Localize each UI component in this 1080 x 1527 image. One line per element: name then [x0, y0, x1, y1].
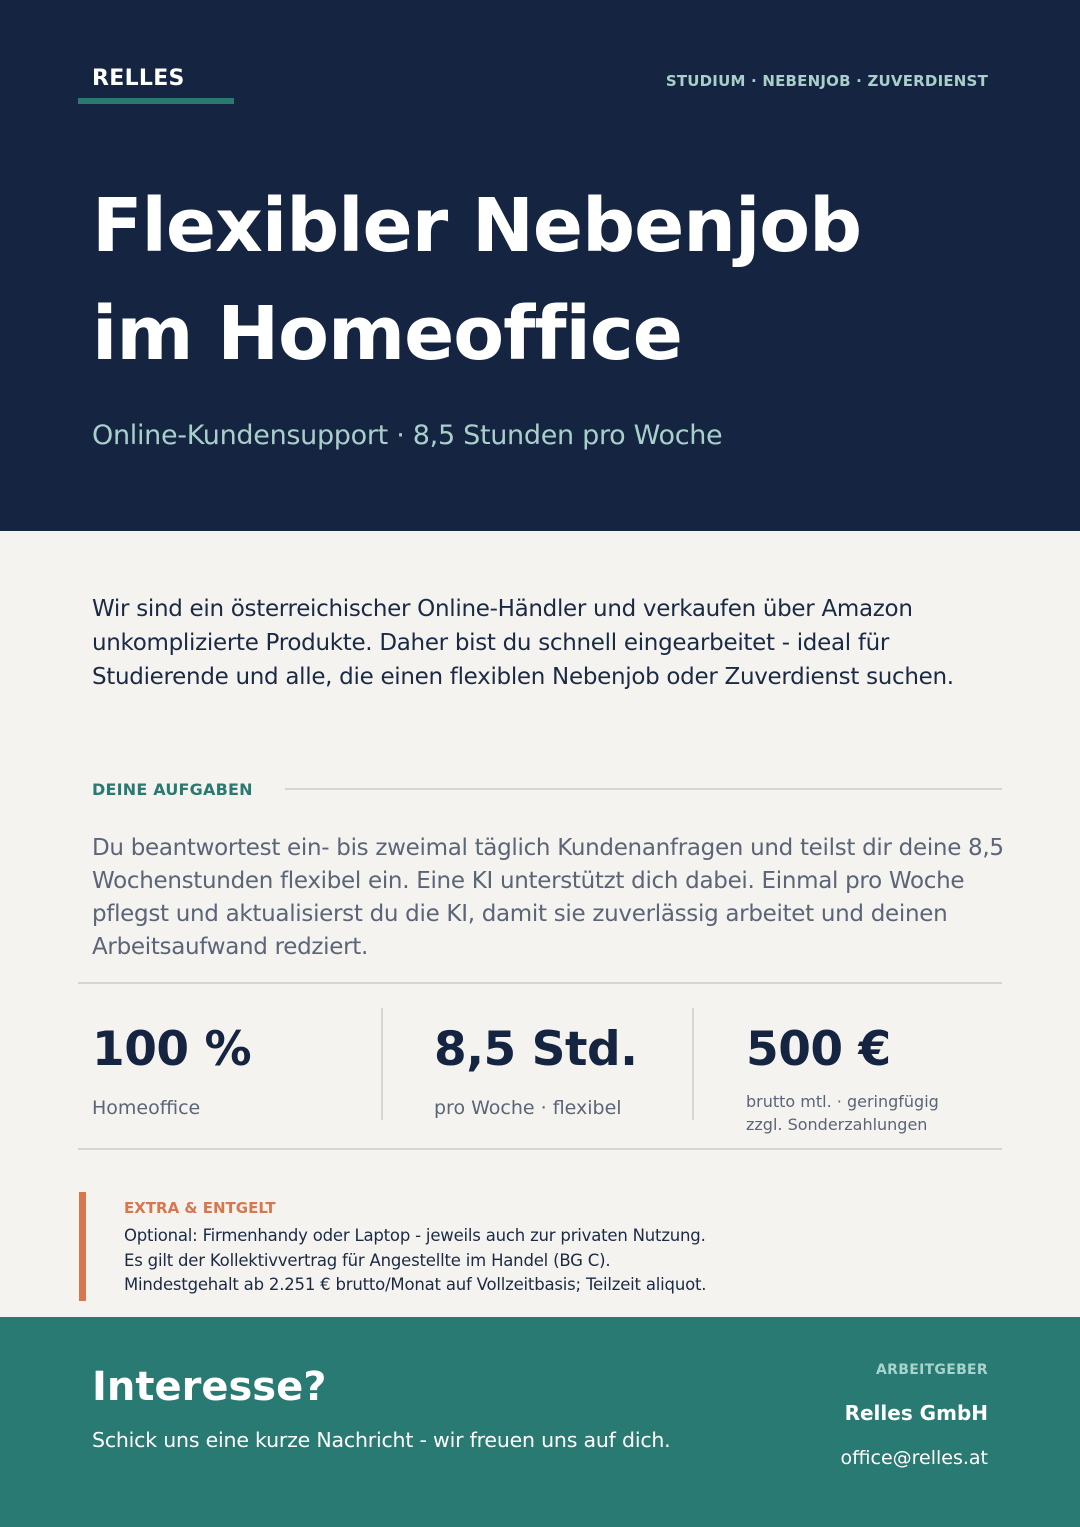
- header-tagline: STUDIUM · NEBENJOB · ZUVERDIENST: [665, 72, 988, 90]
- tasks-paragraph: Du beantwortest ein- bis zweimal täglich Kundenanfragen und teilst dir deine 8,5 Wochenstunden flexibel ein. Eine KI unterstützt dich dabei. Einmal pro Woche pflegst und aktualisierst du die KI, damit sie zuverlässig arbeitet und deinen Arbeitsaufwand redziert.: [92, 835, 1004, 960]
- employer-label: ARBEITGEBER: [876, 1362, 988, 1378]
- stat-salary-caption: [746, 1090, 939, 1136]
- stat-homeoffice-value: 100 %: [92, 1022, 252, 1077]
- stat-hours-caption: pro Woche · flexibel: [434, 1097, 622, 1119]
- page-subtitle: Online-Kundensupport · 8,5 Stunden pro Woche: [92, 420, 723, 451]
- tasks-divider: [285, 788, 1002, 790]
- extra-accent-bar: [79, 1192, 86, 1301]
- stat-homeoffice-caption: Homeoffice: [92, 1097, 201, 1119]
- employer-name: Relles GmbH: [844, 1401, 988, 1425]
- extra-heading: EXTRA & ENTGELT: [124, 1199, 276, 1217]
- extra-line: Optional: Firmenhandy oder Laptop - jeweils auch zur privaten Nutzung.: [124, 1226, 706, 1245]
- stat-hours-value: 8,5 Std.: [434, 1022, 638, 1077]
- stat-separator: [381, 1008, 383, 1120]
- employer-email-link[interactable]: office@relles.at: [840, 1447, 988, 1469]
- intro-paragraph: Wir sind ein österreichischer Online-Händler und verkaufen über Amazon unkomplizierte Produkte. Daher bist du schnell eingearbeitet - ideal für Studierende und alle, die einen flexiblen Nebenjob oder Zuverdienst suchen.: [92, 596, 954, 690]
- stats-divider-bottom: [78, 1148, 1002, 1150]
- cta-text: Schick uns eine kurze Nachricht - wir freuen uns auf dich.: [92, 1428, 671, 1452]
- stat-separator: [692, 1008, 694, 1120]
- extra-line: Es gilt der Kollektivvertrag für Angestellte im Handel (BG C).: [124, 1250, 611, 1270]
- stats-divider-top: [78, 982, 1002, 984]
- title-line-1: Flexibler Nebenjob: [92, 183, 862, 269]
- tasks-heading: DEINE AUFGABEN: [92, 780, 253, 799]
- title-line-2: im Homeoffice: [92, 291, 682, 377]
- brand-logo: RELLES: [92, 66, 185, 91]
- stat-salary-caption-line-1: brutto mtl. · geringfügig: [746, 1092, 939, 1111]
- stat-salary-caption-line-2: zzgl. Sonderzahlungen: [746, 1115, 928, 1134]
- page-title: [92, 172, 861, 388]
- cta-heading: Interesse?: [92, 1364, 327, 1410]
- extra-details: [124, 1224, 706, 1298]
- extra-line: Mindestgehalt ab 2.251 € brutto/Monat auf Vollzeitbasis; Teilzeit aliquot.: [124, 1275, 707, 1294]
- brand-underline: [78, 98, 234, 104]
- stat-salary-value: 500 €: [746, 1022, 891, 1077]
